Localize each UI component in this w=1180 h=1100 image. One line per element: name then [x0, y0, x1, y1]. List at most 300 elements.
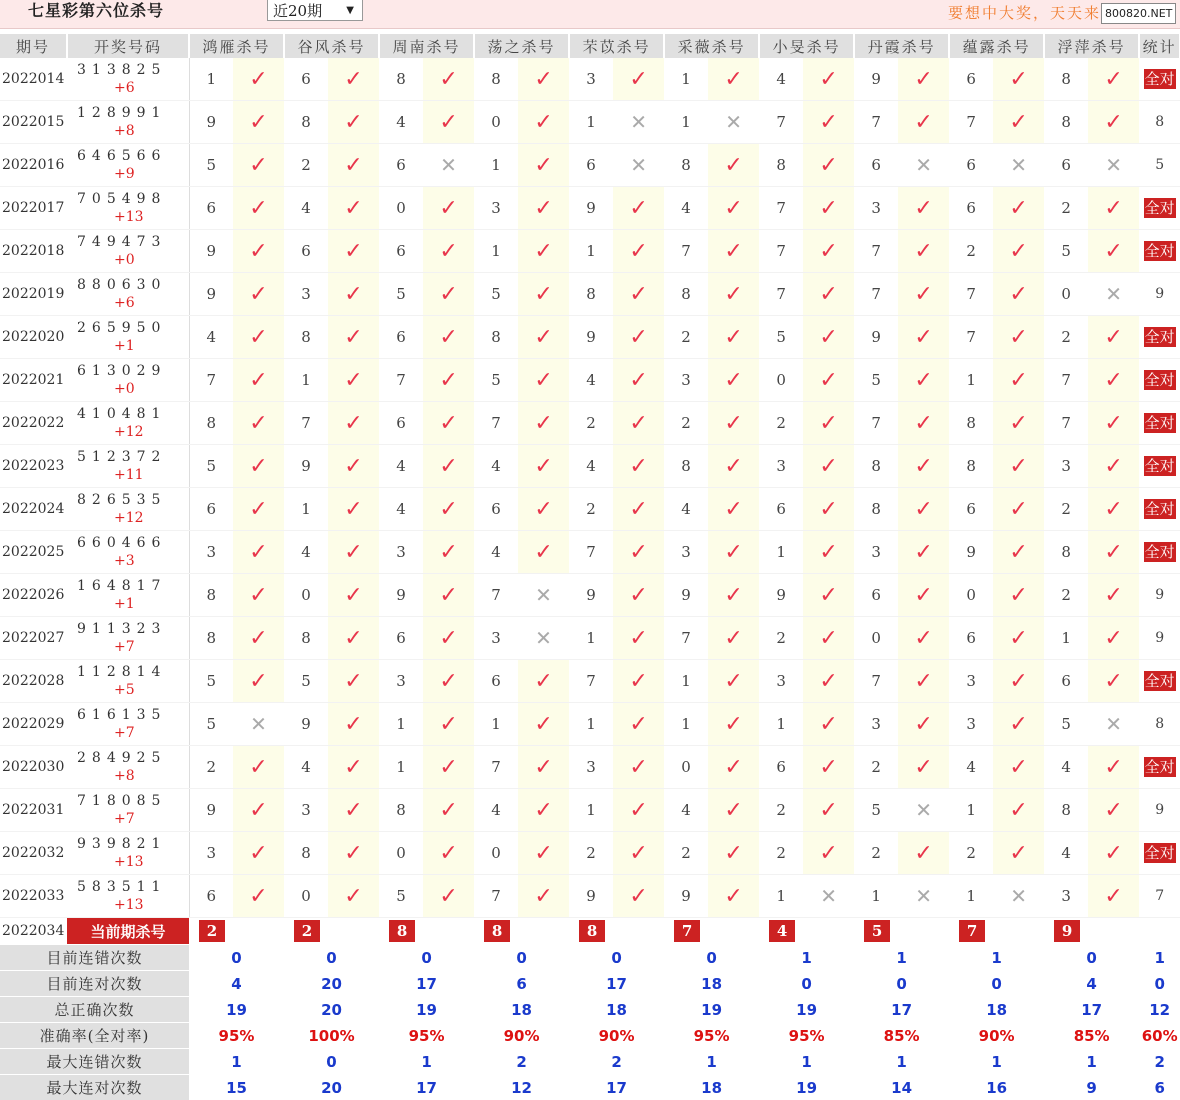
- check-icon: ✓: [898, 230, 949, 273]
- check-icon: ✓: [708, 187, 759, 230]
- summary-value: 0: [189, 945, 284, 971]
- check-icon: ✓: [1088, 230, 1139, 273]
- check-icon: ✓: [423, 703, 474, 746]
- draw-sum: +12: [77, 423, 189, 441]
- summary-value: 17: [379, 1075, 474, 1100]
- all-correct-badge: 全对: [1144, 499, 1176, 519]
- period-cell: 2022031: [0, 789, 67, 832]
- summary-row: [0, 1075, 1180, 1100]
- all-correct-badge: 全对: [1144, 241, 1176, 261]
- check-icon: ✓: [993, 789, 1044, 832]
- period-cell: 2022025: [0, 531, 67, 574]
- check-icon: ✓: [613, 187, 664, 230]
- kill-number: 6: [474, 488, 518, 531]
- kill-number: 5: [1044, 230, 1088, 273]
- draw-sum: +8: [77, 767, 189, 785]
- draw-sum: +0: [77, 380, 189, 398]
- summary-label: 目前连对次数: [0, 971, 189, 997]
- check-icon: ✓: [993, 402, 1044, 445]
- draw-cell: [67, 273, 189, 316]
- summary-value: 19: [189, 997, 284, 1023]
- kill-number: 0: [379, 832, 423, 875]
- kill-number: 1: [379, 746, 423, 789]
- kill-number: 3: [569, 58, 613, 101]
- check-icon: ✓: [803, 101, 854, 144]
- draw-sum: +1: [77, 337, 189, 355]
- check-icon: ✓: [898, 187, 949, 230]
- draw-cell: [67, 230, 189, 273]
- current-period-row: [0, 918, 1180, 945]
- kill-number: 1: [284, 359, 328, 402]
- kill-number: 5: [189, 144, 233, 187]
- check-icon: ✓: [233, 445, 284, 488]
- kill-number: 4: [379, 488, 423, 531]
- draw-cell: [67, 101, 189, 144]
- check-icon: ✓: [423, 445, 474, 488]
- col-header-period: 期号: [0, 34, 67, 58]
- kill-number: 9: [569, 574, 613, 617]
- check-icon: ✓: [613, 402, 664, 445]
- kill-number: 5: [474, 273, 518, 316]
- summary-value: 1: [379, 1049, 474, 1075]
- kill-number: 0: [284, 875, 328, 918]
- kill-number: 1: [284, 488, 328, 531]
- summary-value: 0: [1044, 945, 1139, 971]
- col-header-expert[interactable]: 荡之杀号: [474, 34, 569, 58]
- all-correct-badge: 全对: [1144, 198, 1176, 218]
- stat-cell: [1139, 316, 1180, 359]
- check-icon: ✓: [328, 703, 379, 746]
- check-icon: ✓: [233, 875, 284, 918]
- check-icon: ✓: [328, 660, 379, 703]
- cross-icon: ✕: [898, 789, 949, 832]
- kill-number: 9: [854, 316, 898, 359]
- kill-number: 2: [759, 789, 803, 832]
- check-icon: ✓: [423, 617, 474, 660]
- kill-number: 2: [759, 617, 803, 660]
- kill-number: 8: [284, 316, 328, 359]
- summary-value: 15: [189, 1075, 284, 1100]
- check-icon: ✓: [708, 875, 759, 918]
- check-icon: ✓: [328, 402, 379, 445]
- draw-digits: 718085: [77, 793, 166, 809]
- table-row: [0, 273, 1180, 316]
- kill-number: 6: [379, 617, 423, 660]
- check-icon: ✓: [1088, 531, 1139, 574]
- kill-number: 6: [1044, 660, 1088, 703]
- check-icon: ✓: [613, 746, 664, 789]
- check-icon: ✓: [993, 488, 1044, 531]
- kill-number: 5: [854, 359, 898, 402]
- check-icon: ✓: [613, 574, 664, 617]
- check-icon: ✓: [708, 445, 759, 488]
- summary-value: 12: [474, 1075, 569, 1100]
- check-icon: ✓: [328, 832, 379, 875]
- col-header-stat: 统计: [1139, 34, 1180, 58]
- period-cell: 2022017: [0, 187, 67, 230]
- kill-number: 3: [949, 703, 993, 746]
- col-header-expert[interactable]: 小旻杀号: [759, 34, 854, 58]
- summary-label: 最大连对次数: [0, 1075, 189, 1100]
- draw-cell: [67, 531, 189, 574]
- summary-row: [0, 1023, 1180, 1049]
- summary-value: 2: [569, 1049, 664, 1075]
- kill-number: 5: [284, 660, 328, 703]
- col-header-expert[interactable]: 采薇杀号: [664, 34, 759, 58]
- kill-number: 8: [284, 832, 328, 875]
- kill-number: 4: [474, 789, 518, 832]
- check-icon: ✓: [993, 832, 1044, 875]
- kill-number: 1: [474, 230, 518, 273]
- table-row: [0, 832, 1180, 875]
- table-row: [0, 445, 1180, 488]
- kill-number: 8: [664, 445, 708, 488]
- kill-number: 2: [664, 832, 708, 875]
- kill-number: 4: [949, 746, 993, 789]
- all-correct-badge: 全对: [1144, 327, 1176, 347]
- check-icon: ✓: [423, 187, 474, 230]
- kill-number: 1: [854, 875, 898, 918]
- current-period: 2022034: [0, 918, 67, 945]
- check-icon: ✓: [518, 402, 569, 445]
- check-icon: ✓: [423, 58, 474, 101]
- kill-number: 1: [474, 703, 518, 746]
- kill-number: 3: [854, 703, 898, 746]
- kill-number: 4: [569, 445, 613, 488]
- check-icon: ✓: [613, 789, 664, 832]
- check-icon: ✓: [233, 402, 284, 445]
- kill-number: 0: [474, 832, 518, 875]
- summary-value: 20: [284, 1075, 379, 1100]
- kill-number: 2: [1044, 488, 1088, 531]
- cross-icon: ✕: [518, 617, 569, 660]
- draw-sum: +5: [77, 681, 189, 699]
- check-icon: ✓: [993, 273, 1044, 316]
- kill-number: 1: [949, 359, 993, 402]
- draw-digits: 939821: [77, 836, 166, 852]
- current-kill-number: 7: [674, 920, 700, 942]
- kill-number: 2: [664, 402, 708, 445]
- check-icon: ✓: [518, 144, 569, 187]
- col-header-expert[interactable]: 鸿雁杀号: [189, 34, 284, 58]
- check-icon: ✓: [898, 660, 949, 703]
- kill-number: 8: [1044, 101, 1088, 144]
- kill-number: 4: [284, 187, 328, 230]
- kill-number: 5: [854, 789, 898, 832]
- kill-number: 6: [379, 230, 423, 273]
- check-icon: ✓: [233, 316, 284, 359]
- draw-sum: +3: [77, 552, 189, 570]
- stat-cell: 7: [1139, 875, 1180, 918]
- check-icon: ✓: [423, 101, 474, 144]
- check-icon: ✓: [898, 746, 949, 789]
- kill-number: 2: [664, 316, 708, 359]
- check-icon: ✓: [423, 574, 474, 617]
- kill-number: 1: [759, 875, 803, 918]
- check-icon: ✓: [233, 531, 284, 574]
- check-icon: ✓: [328, 488, 379, 531]
- summary-value: 18: [664, 971, 759, 997]
- check-icon: ✓: [233, 359, 284, 402]
- check-icon: ✓: [328, 230, 379, 273]
- col-header-expert[interactable]: 芣苡杀号: [569, 34, 664, 58]
- kill-number: 3: [379, 660, 423, 703]
- table-row: [0, 488, 1180, 531]
- kill-number: 2: [854, 832, 898, 875]
- check-icon: ✓: [233, 832, 284, 875]
- kill-number: 9: [664, 574, 708, 617]
- check-icon: ✓: [993, 531, 1044, 574]
- draw-cell: [67, 617, 189, 660]
- current-kill-number: 7: [959, 920, 985, 942]
- col-header-expert[interactable]: 蕴露杀号: [949, 34, 1044, 58]
- kill-number: 3: [949, 660, 993, 703]
- current-kill-number: 8: [389, 920, 415, 942]
- check-icon: ✓: [898, 359, 949, 402]
- kill-number: 0: [284, 574, 328, 617]
- kill-number: 6: [949, 58, 993, 101]
- kill-number: 7: [664, 230, 708, 273]
- draw-digits: 112814: [77, 664, 166, 680]
- check-icon: ✓: [328, 746, 379, 789]
- check-icon: ✓: [518, 746, 569, 789]
- draw-cell: [67, 875, 189, 918]
- kill-number: 2: [189, 746, 233, 789]
- kill-number: 5: [474, 359, 518, 402]
- draw-digits: 512372: [77, 449, 166, 465]
- check-icon: ✓: [898, 58, 949, 101]
- check-icon: ✓: [613, 58, 664, 101]
- kill-number: 9: [569, 316, 613, 359]
- kill-number: 1: [949, 875, 993, 918]
- summary-value: 1: [759, 1049, 854, 1075]
- check-icon: ✓: [708, 617, 759, 660]
- check-icon: ✓: [708, 230, 759, 273]
- kill-number: 7: [569, 531, 613, 574]
- check-icon: ✓: [518, 445, 569, 488]
- check-icon: ✓: [613, 488, 664, 531]
- kill-number: 9: [664, 875, 708, 918]
- kill-number: 7: [189, 359, 233, 402]
- kill-number: 8: [854, 445, 898, 488]
- stat-cell: [1139, 230, 1180, 273]
- table-row: [0, 101, 1180, 144]
- check-icon: ✓: [423, 832, 474, 875]
- kill-number: 4: [664, 488, 708, 531]
- draw-cell: [67, 660, 189, 703]
- kill-number: 6: [189, 187, 233, 230]
- kill-number: 2: [759, 402, 803, 445]
- kill-number: 3: [284, 789, 328, 832]
- cross-icon: ✕: [233, 703, 284, 746]
- check-icon: ✓: [898, 617, 949, 660]
- kill-number: 0: [854, 617, 898, 660]
- summary-row: [0, 945, 1180, 971]
- kill-number: 1: [569, 101, 613, 144]
- kill-number: 5: [379, 875, 423, 918]
- draw-sum: +13: [77, 853, 189, 871]
- draw-cell: [67, 402, 189, 445]
- kill-number: 7: [1044, 402, 1088, 445]
- check-icon: ✓: [613, 660, 664, 703]
- draw-digits: 749473: [77, 234, 166, 250]
- all-correct-badge: 全对: [1144, 671, 1176, 691]
- kill-number: 7: [759, 187, 803, 230]
- summary-value: 95%: [189, 1023, 284, 1049]
- summary-value: 17: [569, 1075, 664, 1100]
- kill-number: 7: [854, 273, 898, 316]
- stat-cell: [1139, 402, 1180, 445]
- check-icon: ✓: [993, 746, 1044, 789]
- table-row: [0, 574, 1180, 617]
- kill-number: 3: [379, 531, 423, 574]
- all-correct-badge: 全对: [1144, 69, 1176, 89]
- stat-cell: [1139, 445, 1180, 488]
- draw-digits: 826535: [77, 492, 166, 508]
- current-kill-number: 4: [769, 920, 795, 942]
- draw-digits: 313825: [77, 62, 166, 78]
- kill-number: 8: [1044, 789, 1088, 832]
- kill-number: 0: [664, 746, 708, 789]
- check-icon: ✓: [708, 273, 759, 316]
- kill-number: 6: [474, 660, 518, 703]
- table-row: [0, 230, 1180, 273]
- current-kill-cell: [189, 918, 284, 945]
- check-icon: ✓: [1088, 832, 1139, 875]
- summary-value: 19: [379, 997, 474, 1023]
- check-icon: ✓: [518, 230, 569, 273]
- summary-value: 12: [1139, 997, 1180, 1023]
- kill-number: 1: [569, 703, 613, 746]
- all-correct-badge: 全对: [1144, 370, 1176, 390]
- summary-row: [0, 1049, 1180, 1075]
- check-icon: ✓: [233, 101, 284, 144]
- summary-value: 19: [759, 1075, 854, 1100]
- check-icon: ✓: [613, 875, 664, 918]
- period-cell: 2022015: [0, 101, 67, 144]
- summary-value: 0: [284, 1049, 379, 1075]
- slogan-text: 要想中大奖，天天来: [948, 2, 1118, 23]
- kill-number: 7: [379, 359, 423, 402]
- current-kill-number: 8: [484, 920, 510, 942]
- kill-number: 9: [284, 703, 328, 746]
- kill-number: 5: [189, 445, 233, 488]
- check-icon: ✓: [993, 617, 1044, 660]
- kill-number: 3: [569, 746, 613, 789]
- kill-number: 8: [1044, 531, 1088, 574]
- summary-value: 18: [949, 997, 1044, 1023]
- check-icon: ✓: [993, 574, 1044, 617]
- kill-number: 2: [949, 832, 993, 875]
- check-icon: ✓: [803, 273, 854, 316]
- check-icon: ✓: [708, 58, 759, 101]
- kill-number: 7: [284, 402, 328, 445]
- kill-number: 3: [664, 531, 708, 574]
- kill-number: 2: [1044, 574, 1088, 617]
- draw-sum: +6: [77, 294, 189, 312]
- table-row: [0, 746, 1180, 789]
- stat-cell: 9: [1139, 574, 1180, 617]
- check-icon: ✓: [328, 316, 379, 359]
- kill-number: 3: [854, 187, 898, 230]
- draw-digits: 613029: [77, 363, 166, 379]
- kill-number: 9: [854, 58, 898, 101]
- period-range-select[interactable]: [267, 0, 363, 21]
- check-icon: ✓: [233, 58, 284, 101]
- summary-value: 14: [854, 1075, 949, 1100]
- header-row: [0, 34, 1180, 58]
- draw-sum: +8: [77, 122, 189, 140]
- check-icon: ✓: [233, 230, 284, 273]
- col-header-expert[interactable]: 浮萍杀号: [1044, 34, 1139, 58]
- kill-number: 1: [664, 58, 708, 101]
- kill-number: 8: [949, 402, 993, 445]
- period-cell: 2022020: [0, 316, 67, 359]
- summary-value: 1: [949, 1049, 1044, 1075]
- draw-sum: +7: [77, 810, 189, 828]
- check-icon: ✓: [613, 316, 664, 359]
- summary-value: 90%: [949, 1023, 1044, 1049]
- col-header-expert[interactable]: 谷风杀号: [284, 34, 379, 58]
- current-kill-cell: [284, 918, 379, 945]
- summary-label: 目前连错次数: [0, 945, 189, 971]
- kill-number: 3: [1044, 875, 1088, 918]
- summary-row: [0, 971, 1180, 997]
- kill-number: 6: [949, 144, 993, 187]
- kill-number: 4: [1044, 832, 1088, 875]
- summary-value: 2: [1139, 1049, 1180, 1075]
- stat-cell: [1139, 58, 1180, 101]
- stat-cell: [1139, 187, 1180, 230]
- kill-number: 7: [1044, 359, 1088, 402]
- check-icon: ✓: [613, 703, 664, 746]
- kill-number: 2: [759, 832, 803, 875]
- kill-number: 9: [189, 101, 233, 144]
- check-icon: ✓: [328, 574, 379, 617]
- kill-number: 6: [854, 574, 898, 617]
- check-icon: ✓: [898, 445, 949, 488]
- col-header-expert[interactable]: 周南杀号: [379, 34, 474, 58]
- kill-number: 8: [284, 101, 328, 144]
- check-icon: ✓: [708, 832, 759, 875]
- all-correct-badge: 全对: [1144, 456, 1176, 476]
- draw-cell: [67, 488, 189, 531]
- summary-value: 1: [664, 1049, 759, 1075]
- kill-number: 8: [569, 273, 613, 316]
- kill-number: 0: [759, 359, 803, 402]
- kill-number: 4: [284, 746, 328, 789]
- summary-value: 1: [949, 945, 1044, 971]
- period-cell: 2022016: [0, 144, 67, 187]
- check-icon: ✓: [423, 488, 474, 531]
- kill-number: 7: [759, 101, 803, 144]
- summary-label: 准确率(全对率): [0, 1023, 189, 1049]
- kill-number: 1: [949, 789, 993, 832]
- kill-number: 4: [569, 359, 613, 402]
- summary-value: 20: [284, 997, 379, 1023]
- summary-value: 19: [759, 997, 854, 1023]
- cross-icon: ✕: [613, 144, 664, 187]
- kill-number: 5: [189, 660, 233, 703]
- check-icon: ✓: [233, 660, 284, 703]
- kill-number: 2: [949, 230, 993, 273]
- col-header-expert[interactable]: 丹霞杀号: [854, 34, 949, 58]
- check-icon: ✓: [423, 359, 474, 402]
- kill-number: 8: [474, 316, 518, 359]
- check-icon: ✓: [803, 488, 854, 531]
- check-icon: ✓: [518, 703, 569, 746]
- summary-value: 18: [569, 997, 664, 1023]
